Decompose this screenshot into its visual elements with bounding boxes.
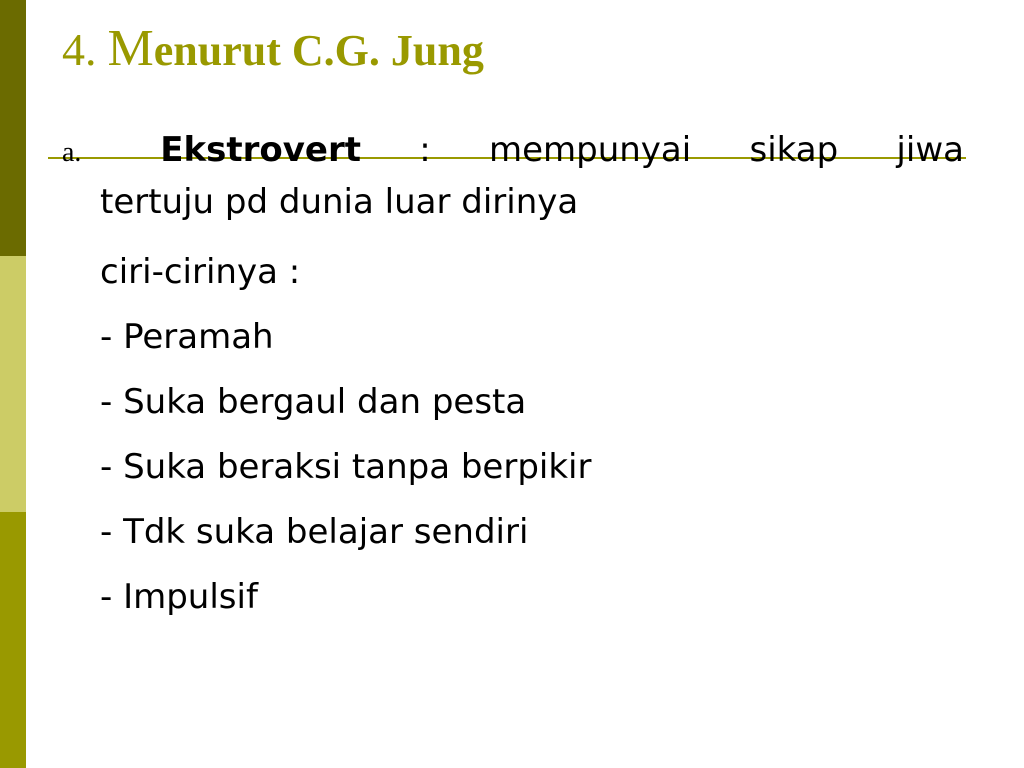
list-item: - Tdk suka belajar sendiri	[100, 512, 529, 552]
side-bar-bottom	[0, 512, 26, 768]
term-ekstrovert: Ekstrovert	[160, 130, 361, 170]
list-item: - Suka beraksi tanpa berpikir	[100, 447, 592, 487]
list-item: - Peramah	[100, 317, 274, 357]
list-item: - Suka bergaul dan pesta	[100, 382, 527, 422]
slide-title	[62, 18, 484, 80]
definition-word: jiwa	[896, 130, 964, 170]
title-initial: M	[107, 20, 154, 77]
side-bar-top	[0, 0, 26, 256]
title-rest: enurut C.G. Jung	[153, 26, 484, 75]
slide-body	[62, 130, 964, 630]
list-heading: ciri-cirinya :	[100, 252, 301, 292]
side-bar-middle	[0, 256, 26, 512]
section-marker: a.	[62, 137, 82, 168]
definition-line	[62, 130, 964, 178]
definition-word: sikap	[749, 130, 839, 170]
title-number: 4.	[62, 24, 97, 75]
list-item: - Impulsif	[100, 577, 258, 617]
definition-continuation: tertuju pd dunia luar dirinya	[100, 182, 579, 222]
definition-word: mempunyai	[488, 130, 692, 170]
term-separator: :	[419, 130, 431, 170]
